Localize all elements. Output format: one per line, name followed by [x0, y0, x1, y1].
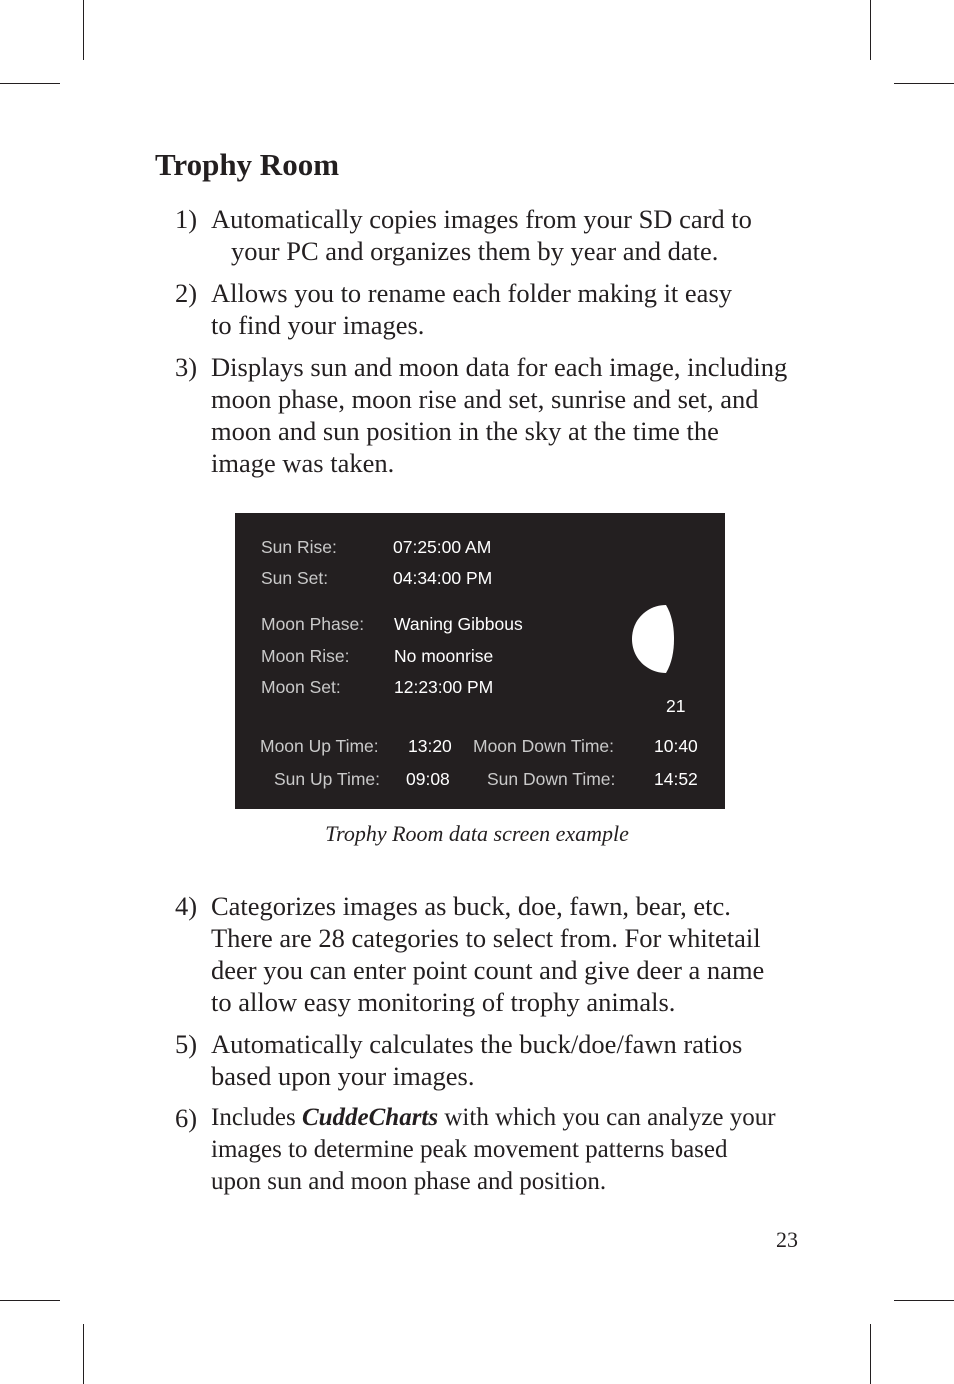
list-item-text: moon phase, moon rise and set, sunrise and set, and [211, 384, 759, 414]
list-item-number: 3) [175, 352, 198, 382]
list-item-number: 2) [175, 278, 198, 308]
list-item-text: to find your images. [211, 310, 425, 340]
list-item-1 [175, 203, 835, 267]
list-item-text: image was taken. [211, 448, 395, 478]
moon-set-label: Moon Set: [261, 677, 341, 697]
crop-mark-top-left-vertical [83, 0, 84, 60]
list-item-text: Automatically copies images from your SD card to [211, 204, 752, 234]
list-item-number: 6) [175, 1103, 198, 1133]
moon-rise-value: No moonrise [394, 646, 494, 666]
crop-mark-bottom-left-horizontal [0, 1300, 60, 1301]
moon-down-time-label: Moon Down Time: [473, 736, 615, 756]
list-item-text: Automatically calculates the buck/doe/fawn ratios [211, 1029, 743, 1059]
sun-set-label: Sun Set: [261, 568, 329, 588]
sun-rise-label: Sun Rise: [261, 537, 337, 557]
list-item-text: deer you can enter point count and give deer a name [211, 955, 765, 985]
moon-down-time-value: 10:40 [654, 736, 698, 756]
list-item-6 [175, 1102, 835, 1198]
list-item-text-suffix: with which you can analyze your [438, 1104, 776, 1131]
list-item-text-prefix: Includes [211, 1104, 302, 1131]
crop-mark-top-right-vertical [870, 0, 871, 60]
list-item-text: your PC and organizes them by year and date. [231, 236, 719, 266]
sun-down-time-value: 14:52 [654, 769, 698, 789]
list-item-text: upon sun and moon phase and position. [211, 1168, 607, 1195]
crop-mark-bottom-left-vertical [83, 1324, 84, 1384]
list-item-number: 1) [175, 204, 198, 234]
list-item-number: 5) [175, 1029, 198, 1059]
list-item-text: Categorizes images as buck, doe, fawn, bear, etc. [211, 891, 731, 921]
crop-mark-bottom-right-vertical [870, 1324, 871, 1384]
list-item-text: There are 28 categories to select from. For whitetail [211, 923, 761, 953]
list-item-text: Displays sun and moon data for each image, including [211, 352, 788, 382]
crop-mark-top-left-horizontal [0, 83, 60, 84]
list-item-text: to allow easy monitoring of trophy animals. [211, 987, 676, 1017]
moon-up-time-value: 13:20 [408, 736, 452, 756]
crop-mark-bottom-right-horizontal [894, 1300, 954, 1301]
moon-up-time-label: Moon Up Time: [260, 736, 379, 756]
list-item-text [211, 1102, 835, 1134]
moon-phase-value: Waning Gibbous [394, 614, 523, 634]
figure-caption: Trophy Room data screen example [325, 821, 629, 846]
list-item-text: based upon your images. [211, 1061, 475, 1091]
list-item-text: Allows you to rename each folder making it easy [211, 278, 733, 308]
sun-set-value: 04:34:00 PM [393, 568, 493, 588]
page-heading: Trophy Room [155, 147, 340, 182]
moon-rise-label: Moon Rise: [261, 646, 350, 666]
sun-up-time-value: 09:08 [406, 769, 450, 789]
list-item-3 [175, 351, 835, 479]
cuddecharts-brand-name: CuddeCharts [301, 1104, 439, 1131]
list-item-number: 4) [175, 891, 198, 921]
sun-rise-value: 07:25:00 AM [393, 537, 492, 557]
list-item-text: images to determine peak movement patterns based [211, 1136, 728, 1163]
waning-gibbous-moon-icon [632, 605, 674, 673]
moon-phase-label: Moon Phase: [261, 614, 365, 634]
list-item-2 [175, 277, 835, 341]
page-number: 23 [776, 1227, 798, 1252]
list-item-5 [175, 1028, 835, 1092]
list-item-text: moon and sun position in the sky at the time the [211, 416, 719, 446]
sun-down-time-label: Sun Down Time: [487, 769, 616, 789]
moon-set-value: 12:23:00 PM [394, 677, 494, 697]
sun-up-time-label: Sun Up Time: [274, 769, 381, 789]
crop-mark-top-right-horizontal [894, 83, 954, 84]
list-item-4 [175, 890, 835, 1018]
moon-day-number: 21 [666, 696, 686, 716]
